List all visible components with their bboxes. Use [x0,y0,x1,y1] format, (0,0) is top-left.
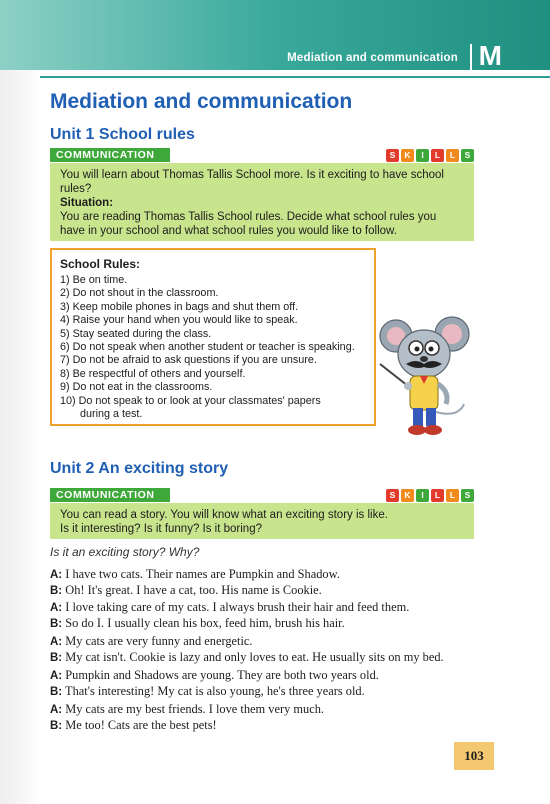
dialogue-pair [50,634,490,666]
line-text: Pumpkin and Shadows are young. They are both two years old. [65,668,379,682]
speaker-a-label: A: [50,704,63,716]
speaker-b-label: B: [50,652,63,664]
skill-tile: S [461,489,474,502]
rule-item: 6) Do not speak when another student or teacher is speaking. [60,341,355,354]
dialogue-line-a [50,668,490,684]
speaker-b-label: B: [50,585,63,597]
dialogue-line-a [50,634,490,650]
speaker-a-label: A: [50,636,63,648]
dialogue-line-b [50,684,490,700]
skill-tile: K [401,149,414,162]
line-text: My cats are very funny and energetic. [65,634,253,648]
rule-item: 1) Be on time. [60,274,128,286]
speaker-b-label: B: [50,618,63,630]
skill-tile: I [416,489,429,502]
skill-tile: I [416,149,429,162]
unit2-heading: Unit 2 An exciting story [50,460,229,477]
rule-item: 9) Do not eat in the classrooms. [60,381,213,394]
rule-item: during a test. [80,408,143,421]
skill-tile: S [386,489,399,502]
line-text: Me too! Cats are the best pets! [65,718,217,732]
line-text: I have two cats. Their names are Pumpkin and Shadow. [65,567,340,581]
dialogue-line-b [50,718,490,734]
line-text: Oh! It's great. I have a cat, too. His name is Cookie. [65,583,322,597]
line-text: I love taking care of my cats. I always brush their hair and feed them. [65,600,410,614]
unit1-intro-box [50,163,474,241]
dialogue-pair [50,600,490,632]
dialogue-line-a [50,600,490,616]
dialogue-pair [50,567,490,599]
situation-label: Situation: [60,197,114,209]
skill-tile: S [461,149,474,162]
skill-tile: K [401,489,414,502]
line-text: My cats are my best friends. I love them very much. [65,702,325,716]
line-text: So do I. I usually clean his box, feed him, brush his hair. [65,616,345,630]
school-rules-title: School Rules: [60,257,141,271]
speaker-a-label: A: [50,670,63,682]
speaker-b-label: B: [50,686,63,698]
rule-item: 2) Do not shout in the classroom. [60,287,219,300]
unit2-intro-questions: Is it interesting? Is it funny? Is it boring? [60,523,262,535]
header-separator [470,44,472,72]
speaker-b-label: B: [50,720,63,732]
unit2-intro-text: You can read a story. You will know what an exciting story is like. [60,509,388,521]
header-section-label: Mediation and communication [287,52,458,64]
rule-item: 10) Do not speak to or look at your classmates' papers [60,394,321,407]
unit2-skills-badge [386,489,474,502]
situation-text: You are reading Thomas Tallis School rules. Decide what school rules you have in your school and what school rules you would like to follow. [60,211,437,237]
dialogue-line-b [50,650,490,666]
dialogue-pair [50,668,490,700]
dialogue-line-b [50,583,490,599]
line-text: That's interesting! My cat is also young, he's three years old. [65,684,365,698]
dialogue-line-a [50,567,490,583]
school-rules-box [50,248,376,426]
header-band [0,0,550,70]
skill-tile: S [386,149,399,162]
mouse-teacher-mascot-icon [378,312,474,442]
unit2-communication-banner: COMMUNICATION [50,488,170,502]
unit2-intro-box [50,503,474,539]
unit1-skills-badge [386,149,474,162]
dialogue-line-b [50,616,490,632]
skill-tile: L [431,149,444,162]
dialogue-line-a [50,702,490,718]
line-text: My cat isn't. Cookie is lazy and only loves to eat. He usually sits on my bed. [65,650,444,664]
rule-item: 8) Be respectful of others and yourself. [60,367,246,380]
header-rule [40,76,550,78]
rule-item: 5) Stay seated during the class. [60,327,212,340]
unit1-communication-banner: COMMUNICATION [50,148,170,162]
school-rules-list [60,274,366,421]
skill-tile: L [446,489,459,502]
speaker-a-label: A: [50,602,63,614]
skill-tile: L [431,489,444,502]
page-number: 103 [454,742,494,770]
rule-item: 3) Keep mobile phones in bags and shut them off. [60,300,299,313]
unit1-intro-text: You will learn about Thomas Tallis School more. Is it exciting to have school rules? [60,169,444,195]
story-question: Is it an exciting story? Why? [50,545,200,559]
page-margin [0,0,40,804]
dialogue-pair [50,702,490,734]
header-section-letter: M [478,40,502,71]
page-title: Mediation and communication [50,90,353,113]
rule-item: 7) Do not be afraid to ask questions if you are unsure. [60,354,317,367]
unit1-heading: Unit 1 School rules [50,126,195,143]
speaker-a-label: A: [50,569,63,581]
skill-tile: L [446,149,459,162]
rule-item: 4) Raise your hand when you would like to speak. [60,314,298,327]
